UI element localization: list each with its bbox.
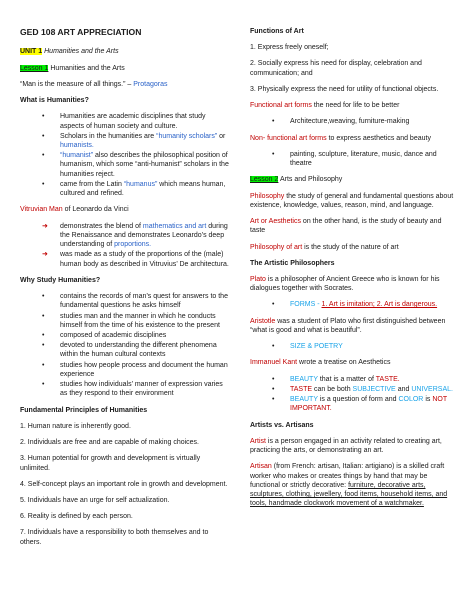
why-heading: Why Study Humanities? — [20, 276, 101, 284]
vitruvian-heading — [20, 205, 230, 214]
list-item — [250, 150, 458, 168]
highlight-text: Aristotle — [250, 317, 276, 325]
list-item-text: during the Renaissance and demonstrates Leonardo’s deep understanding of — [60, 222, 228, 249]
bullet-icon: • — [42, 180, 45, 188]
vitruvian-subtitle: of Leonardo da Vinci — [64, 206, 129, 214]
list-item — [250, 117, 458, 126]
functional-art-list — [250, 117, 458, 126]
list-item-text: studies how people process and document the human experience — [60, 361, 228, 378]
vitruvian-list — [20, 222, 230, 269]
highlight-text: “humanity scholars” — [156, 132, 218, 140]
list-item-text: studies man and the manner in which he conducts himself from the time of his existence to the present — [60, 312, 220, 329]
principle-item: 2. Individuals are free and are capable of making choices. — [20, 439, 199, 447]
quote — [20, 80, 230, 89]
list-item-text: Scholars in the humanities are — [60, 132, 155, 140]
artist-definition — [250, 437, 458, 455]
principle-item: 6. Reality is defined by each person. — [20, 513, 133, 521]
bullet-icon: • — [272, 150, 275, 158]
bullet-icon: • — [42, 113, 45, 121]
list-item — [20, 180, 230, 198]
left-column — [20, 27, 230, 554]
bullet-icon: • — [272, 343, 275, 351]
bullet-icon: • — [272, 396, 275, 404]
highlight-text: Philosophy of art — [250, 243, 303, 251]
highlight-text: proportions. — [114, 241, 152, 249]
plato-list — [250, 300, 458, 309]
artistic-philosophers-heading: The Artistic Philosophers — [250, 259, 335, 267]
lesson2-heading — [250, 175, 458, 184]
list-item-text: devoted to understanding the different phenomena within the human cultural contexts — [60, 342, 217, 359]
highlight-text: BEAUTY — [290, 396, 318, 404]
unit-title: Humanities and the Arts — [44, 48, 119, 56]
quote-text: “Man is the measure of all things.” – — [20, 80, 132, 88]
plato-paragraph — [250, 275, 458, 293]
highlight-text: “humanus” — [123, 180, 158, 188]
body-text: is a person engaged in an activity related to creating art, practicing the arts, or demonstrating an art. — [250, 437, 442, 455]
list-item — [20, 292, 230, 310]
highlight-text: Plato — [250, 275, 266, 283]
lesson2-title: Arts and Philosophy — [279, 176, 343, 184]
highlight-text: Artisan — [250, 463, 272, 471]
artisan-definition — [250, 462, 458, 508]
list-item — [250, 385, 458, 394]
aesthetics-definition — [250, 217, 458, 235]
bullet-icon: • — [42, 312, 45, 320]
highlight-text: Philosophy — [250, 192, 285, 200]
list-item — [20, 331, 230, 340]
unit-label: UNIT 1 — [20, 48, 43, 56]
document-title: GED 108 ART APPRECIATION — [20, 27, 142, 37]
list-item — [20, 361, 230, 379]
bullet-icon: • — [42, 381, 45, 389]
bullet-icon: • — [272, 385, 275, 393]
list-item-text: studies how individuals’ manner of expression varies as they respond to their environment — [60, 381, 223, 398]
list-item-text: was made as a study of the proportions of the (male) human body as described in Vitruvius’ De architectura. — [60, 251, 229, 268]
principles-heading: Fundamental Principles of Humanities — [20, 406, 148, 414]
bullet-icon: • — [42, 331, 45, 339]
function-item: 2. Socially express his need for display, celebration and communication; and — [250, 60, 422, 77]
bullet-icon: • — [272, 118, 275, 126]
bullet-icon: • — [42, 152, 45, 160]
list-item-text: contains the records of man’s quest for answers to the fundamental questions he asks himself — [60, 293, 228, 310]
list-item — [20, 250, 230, 268]
what-list — [20, 112, 230, 198]
principle-item: 5. Individuals have an urge for self actualization. — [20, 497, 170, 505]
list-item — [250, 342, 458, 351]
bullet-icon: • — [42, 361, 45, 369]
highlight-text: Art or Aesthetics — [250, 218, 301, 226]
function-item: 3. Physically express the need for utility of functional objects. — [250, 85, 439, 93]
body-text: the need for life to be better — [313, 102, 400, 110]
list-item-text: is a question of form and — [319, 396, 397, 404]
unit-heading — [20, 47, 230, 56]
highlight-text: TASTE. — [375, 375, 400, 383]
highlight-text: SUBJECTIVE — [352, 385, 396, 393]
highlight-text: UNIVERSAL. — [411, 385, 453, 393]
list-item-text: is — [425, 396, 431, 404]
what-heading: What is Humanities? — [20, 97, 89, 105]
highlight-text: humanists. — [60, 141, 94, 149]
list-item-text: came from the Latin — [60, 180, 122, 188]
body-text: wrote a treatise on Aesthetics — [299, 359, 391, 367]
function-item: 1. Express freely oneself; — [250, 44, 329, 52]
aristotle-paragraph — [250, 317, 458, 335]
body-text: to express aesthetics and beauty — [328, 134, 431, 142]
bullet-icon: • — [42, 293, 45, 301]
list-item-text: demonstrates the blend of — [60, 222, 141, 230]
list-item-text: also describes the philosophical position of humanism, which some “anti-humanist” scholars in the humanities reject. — [60, 152, 229, 178]
highlight-text: mathematics and art — [142, 222, 207, 230]
list-item-text: and — [397, 385, 410, 393]
list-item-text: can be both — [314, 385, 351, 393]
list-item — [20, 222, 230, 250]
principle-item: 3. Human potential for growth and development is virtually unlimited. — [20, 455, 201, 472]
kant-list — [250, 375, 458, 414]
philosophy-definition — [250, 192, 458, 210]
highlight-text: BEAUTY — [290, 375, 318, 383]
list-item — [250, 300, 458, 309]
body-text: on the other hand, is the study of beauty and taste — [250, 218, 442, 235]
right-column — [250, 27, 458, 515]
underlined-text: furniture, decorative arts, sculptures, clothing, jewellery, food items, household items, and tools, handmade clockwork movement of a watchmaker. — [250, 481, 448, 508]
highlight-text: NOT IMPORTANT. — [290, 396, 447, 413]
list-item-text: that is a matter of — [319, 375, 374, 383]
lesson1-title: Humanities and the Arts — [50, 64, 125, 72]
list-item — [20, 112, 230, 130]
highlight-text: Non- functional art forms — [250, 134, 327, 142]
highlight-text: FORMS - — [290, 301, 320, 309]
principle-item: 1. Human nature is inherently good. — [20, 422, 131, 430]
body-text: the study of general and fundamental questions about existence, knowledge, values, reason, mind, and language. — [250, 192, 454, 209]
list-item-text: which means human, cultured and refined. — [60, 180, 226, 198]
philosophy-of-art-definition — [250, 243, 458, 252]
why-list — [20, 292, 230, 399]
list-item-text: painting, sculpture, literature, music, dance and theatre — [290, 150, 437, 168]
body-text: was a student of Plato who first distinguished between “what is good and what is beautiful”. — [250, 317, 446, 334]
arrow-bullet-icon: ➜ — [42, 251, 48, 259]
list-item — [250, 375, 458, 384]
bullet-icon: • — [42, 342, 45, 350]
artists-heading: Artists vs. Artisans — [250, 421, 314, 429]
list-item — [20, 341, 230, 359]
highlight-text: 1. Art is imitation; 2. Art is dangerous. — [321, 301, 438, 309]
nonfunctional-art-list — [250, 150, 458, 168]
list-item-text: Architecture,weaving, furniture-making — [290, 118, 410, 126]
functional-art-line — [250, 101, 458, 110]
bullet-icon: • — [272, 301, 275, 309]
highlight-text: TASTE — [290, 385, 313, 393]
kant-paragraph — [250, 358, 458, 367]
functions-heading: Functions of Art — [250, 28, 304, 35]
lesson1-heading — [20, 64, 230, 73]
body-text: is a philosopher of Ancient Greece who is known for his dialogues together with Socrates. — [250, 275, 440, 293]
list-item — [20, 151, 230, 179]
highlight-text: “humanist” — [60, 152, 94, 160]
quote-author: Protagoras — [133, 80, 168, 88]
list-item-text: Humanities are academic disciplines that study aspects of human society and culture. — [60, 113, 206, 130]
lesson2-label: Lesson 2 — [250, 176, 279, 184]
list-item — [20, 132, 230, 150]
aristotle-list — [250, 342, 458, 351]
principle-item: 4. Self-concept plays an important role in growth and development. — [20, 480, 228, 488]
list-item — [20, 312, 230, 330]
highlight-text: COLOR — [398, 396, 424, 404]
vitruvian-title: Vitruvian Man — [20, 206, 63, 214]
highlight-text: Artist — [250, 437, 266, 445]
list-item-text: or — [219, 132, 226, 140]
nonfunctional-art-line — [250, 134, 458, 143]
list-item — [20, 380, 230, 398]
bullet-icon: • — [42, 132, 45, 140]
arrow-bullet-icon: ➜ — [42, 222, 48, 230]
body-text: (from French: artisan, Italian: artigiano) is a skilled craft worker who makes or creates things by hand that may be functional or strictly decorative: — [250, 463, 445, 489]
lesson1-label: Lesson 1 — [20, 64, 49, 72]
principle-item: 7. Individuals have a responsibility to both themselves and to others. — [20, 529, 209, 546]
list-item — [250, 395, 458, 413]
list-item-text: composed of academic disciplines — [60, 331, 167, 339]
highlight-text: Functional art forms — [250, 102, 312, 110]
highlight-text: SIZE & POETRY — [290, 343, 343, 351]
bullet-icon: • — [272, 375, 275, 383]
highlight-text: Immanuel Kant — [250, 359, 298, 367]
body-text: is the study of the nature of art — [304, 243, 399, 251]
